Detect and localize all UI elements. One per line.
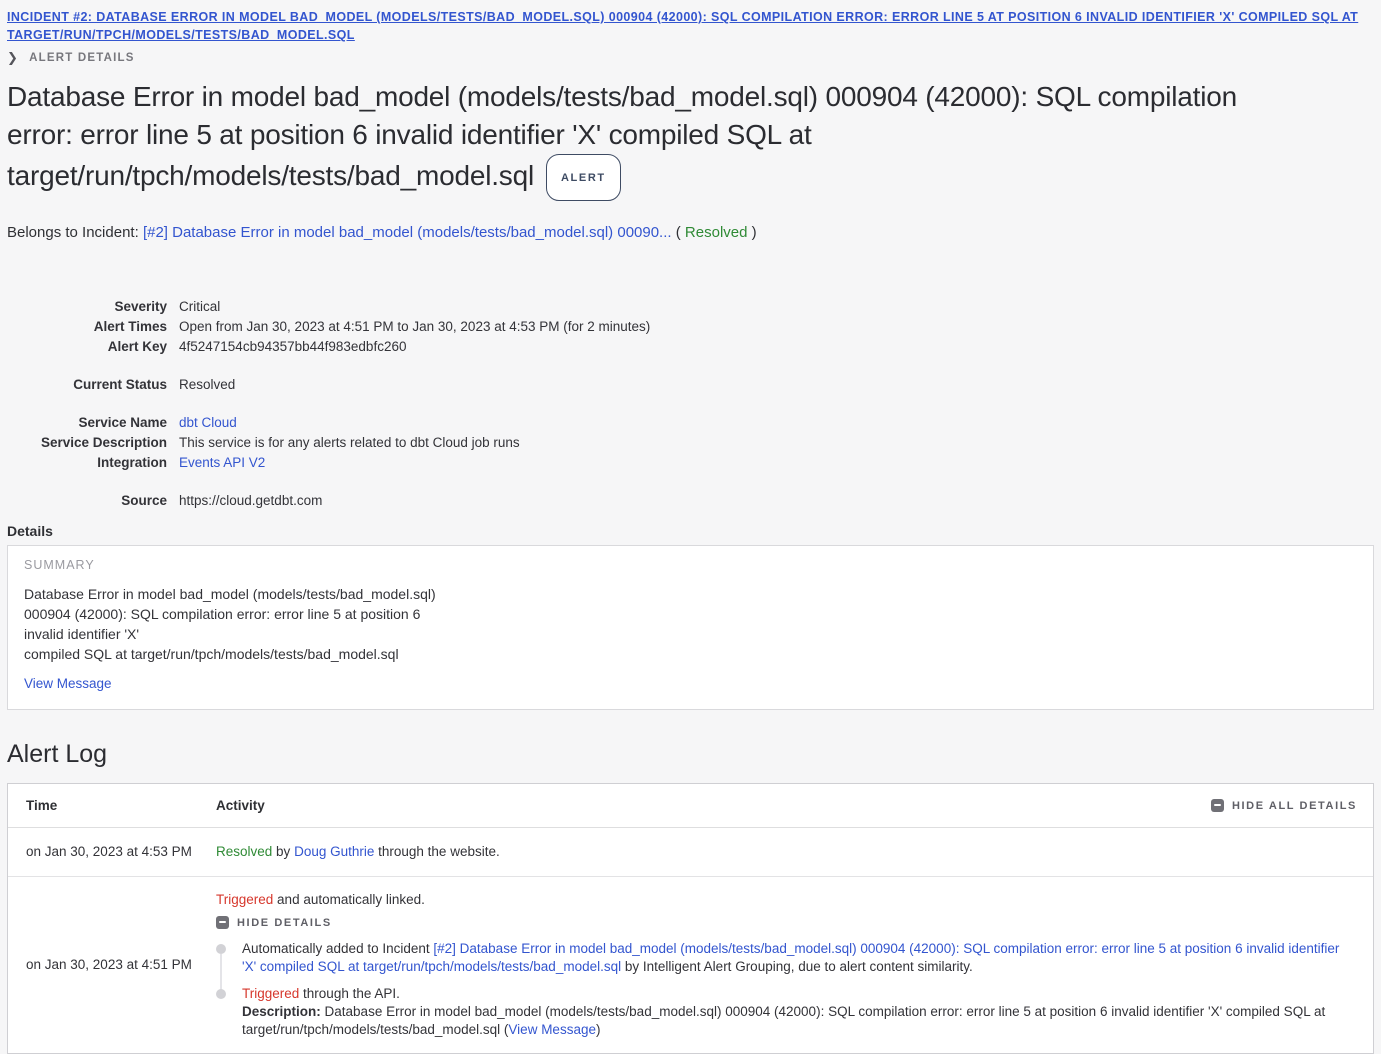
summary-box	[7, 545, 1374, 710]
field-label-integration: Integration	[97, 455, 167, 470]
breadcrumb-incident-link[interactable]: INCIDENT #2: DATABASE ERROR IN MODEL BAD_MODEL (MODELS/TESTS/BAD_MODEL.SQL) 000904 (42000): SQL COMPILATION ERROR: ERROR LINE 5 AT POSITION 6 INVALID IDENTIFIER 'X' COMPILED SQL AT TARGET/RUN/TPCH/MODELS/TESTS/BAD_MODEL.SQL	[7, 10, 1359, 42]
column-header-activity: Activity	[216, 798, 265, 813]
hide-details-button[interactable]	[216, 916, 332, 929]
breadcrumb-current-row	[7, 51, 1374, 64]
view-message-link[interactable]: View Message	[24, 676, 112, 691]
close-paren: )	[595, 1022, 601, 1037]
activity-text: and automatically linked.	[277, 892, 425, 907]
summary-line: Database Error in model bad_model (models/tests/bad_model.sql)	[24, 586, 436, 602]
field-label-current-status: Current Status	[73, 377, 167, 392]
activity-text: through the website.	[378, 844, 500, 859]
summary-line: invalid identifier 'X'	[24, 626, 140, 642]
alert-log-table	[7, 783, 1374, 1054]
field-label-alert-key: Alert Key	[107, 339, 167, 354]
description-label: Description:	[242, 1004, 321, 1019]
field-label-source: Source	[121, 493, 167, 508]
alert-properties	[7, 297, 1374, 511]
spacer	[7, 395, 1374, 413]
column-header-time: Time	[26, 798, 58, 813]
open-paren: (	[675, 224, 681, 241]
field-label-service-name: Service Name	[78, 415, 167, 430]
timeline-entry-text	[242, 985, 1357, 1039]
field-value-service-description: This service is for any alerts related to dbt Cloud job runs	[179, 435, 520, 450]
close-paren: )	[751, 224, 757, 241]
summary-line: compiled SQL at target/run/tpch/models/tests/bad_model.sql	[24, 646, 399, 662]
entry-text: by Intelligent Alert Grouping, due to alert content similarity.	[624, 959, 973, 974]
triggered-line	[242, 985, 1357, 1003]
hide-all-details-button[interactable]	[1211, 799, 1357, 812]
incident-status-resolved: Resolved	[684, 224, 748, 241]
belongs-to-incident-line	[7, 223, 1374, 243]
log-activity	[216, 877, 1373, 1053]
activity-status-resolved: Resolved	[216, 844, 273, 859]
alert-log-header-row	[8, 784, 1373, 828]
field-value-alert-key: 4f5247154cb94357bb44f983edbfc260	[179, 339, 407, 354]
activity-detail-timeline	[216, 940, 1357, 1039]
description-text: Database Error in model bad_model (models/tests/bad_model.sql) 000904 (42000): SQL compilation error: error line 5 at position 6 invalid identifier 'X' compiled SQL at target/run/tpch/models/tests/bad_model.sql	[242, 1004, 1326, 1037]
field-value-integration	[179, 453, 1374, 473]
field-label-alert-times: Alert Times	[93, 319, 167, 334]
timeline-entry-triggered	[216, 985, 1357, 1039]
chevron-right-icon: ❯	[7, 50, 20, 65]
log-activity	[216, 828, 1373, 876]
alert-log-heading: Alert Log	[7, 740, 108, 768]
alert-type-badge: ALERT	[546, 154, 621, 201]
hide-details-label: HIDE DETAILS	[237, 916, 332, 929]
activity-summary-line	[216, 891, 1357, 909]
spacer	[7, 357, 1374, 375]
summary-line: 000904 (42000): SQL compilation error: error line 5 at position 6	[24, 606, 421, 622]
breadcrumb-current-label: ALERT DETAILS	[29, 51, 135, 64]
integration-link[interactable]: Events API V2	[179, 455, 266, 470]
spacer	[7, 473, 1374, 491]
belongs-incident-link[interactable]: [#2] Database Error in model bad_model (models/tests/bad_model.sql) 00090...	[142, 224, 672, 241]
activity-text: by	[276, 844, 291, 859]
log-row-resolved	[8, 828, 1373, 876]
description-line	[242, 1003, 1357, 1039]
minus-icon	[1211, 799, 1224, 812]
field-value-source: https://cloud.getdbt.com	[179, 493, 323, 508]
belongs-label: Belongs to Incident:	[7, 224, 139, 241]
timeline-dot-icon	[216, 944, 226, 954]
log-row-triggered	[8, 876, 1373, 1053]
summary-text	[24, 584, 1357, 664]
field-value-current-status: Resolved	[179, 377, 236, 392]
activity-status-triggered: Triggered	[216, 892, 274, 907]
field-label-severity: Severity	[114, 299, 167, 314]
breadcrumb	[7, 8, 1374, 64]
field-label-service-description: Service Description	[40, 435, 167, 450]
page-title	[7, 78, 1297, 201]
timeline-dot-icon	[216, 989, 226, 999]
service-name-link[interactable]: dbt Cloud	[179, 415, 237, 430]
hide-all-details-label: HIDE ALL DETAILS	[1231, 799, 1357, 812]
timeline-entry-added-to-incident	[216, 940, 1357, 976]
field-value-service-name	[179, 413, 1374, 433]
entry-text: Automatically added to Incident	[242, 941, 430, 956]
log-time: on Jan 30, 2023 at 4:51 PM	[26, 957, 192, 972]
log-time: on Jan 30, 2023 at 4:53 PM	[26, 844, 192, 859]
activity-status-triggered: Triggered	[242, 986, 300, 1001]
field-value-alert-times: Open from Jan 30, 2023 at 4:51 PM to Jan 30, 2023 at 4:53 PM (for 2 minutes)	[179, 319, 651, 334]
minus-icon	[216, 916, 229, 929]
open-paren: (	[503, 1022, 509, 1037]
page-title-text: Database Error in model bad_model (models/tests/bad_model.sql) 000904 (42000): SQL compilation error: error line 5 at position 6 invalid identifier 'X' compiled SQL at target/run/tpch/models/tests/bad_model.sql	[7, 81, 1237, 191]
entry-text: through the API.	[303, 986, 400, 1001]
description-view-message-link[interactable]: View Message	[508, 1022, 596, 1037]
actor-link[interactable]: Doug Guthrie	[294, 844, 375, 859]
timeline-entry-text	[242, 940, 1357, 976]
field-value-severity: Critical	[179, 299, 221, 314]
timeline-incident-link[interactable]: [#2] Database Error in model bad_model (models/tests/bad_model.sql) 000904 (42000): SQL compilation error: error line 5 at position 6 invalid identifier 'X' compiled SQL at target/run/tpch/models/tests/bad_model.sql	[242, 941, 1340, 974]
details-heading: Details	[7, 523, 53, 539]
summary-label: SUMMARY	[24, 558, 95, 572]
